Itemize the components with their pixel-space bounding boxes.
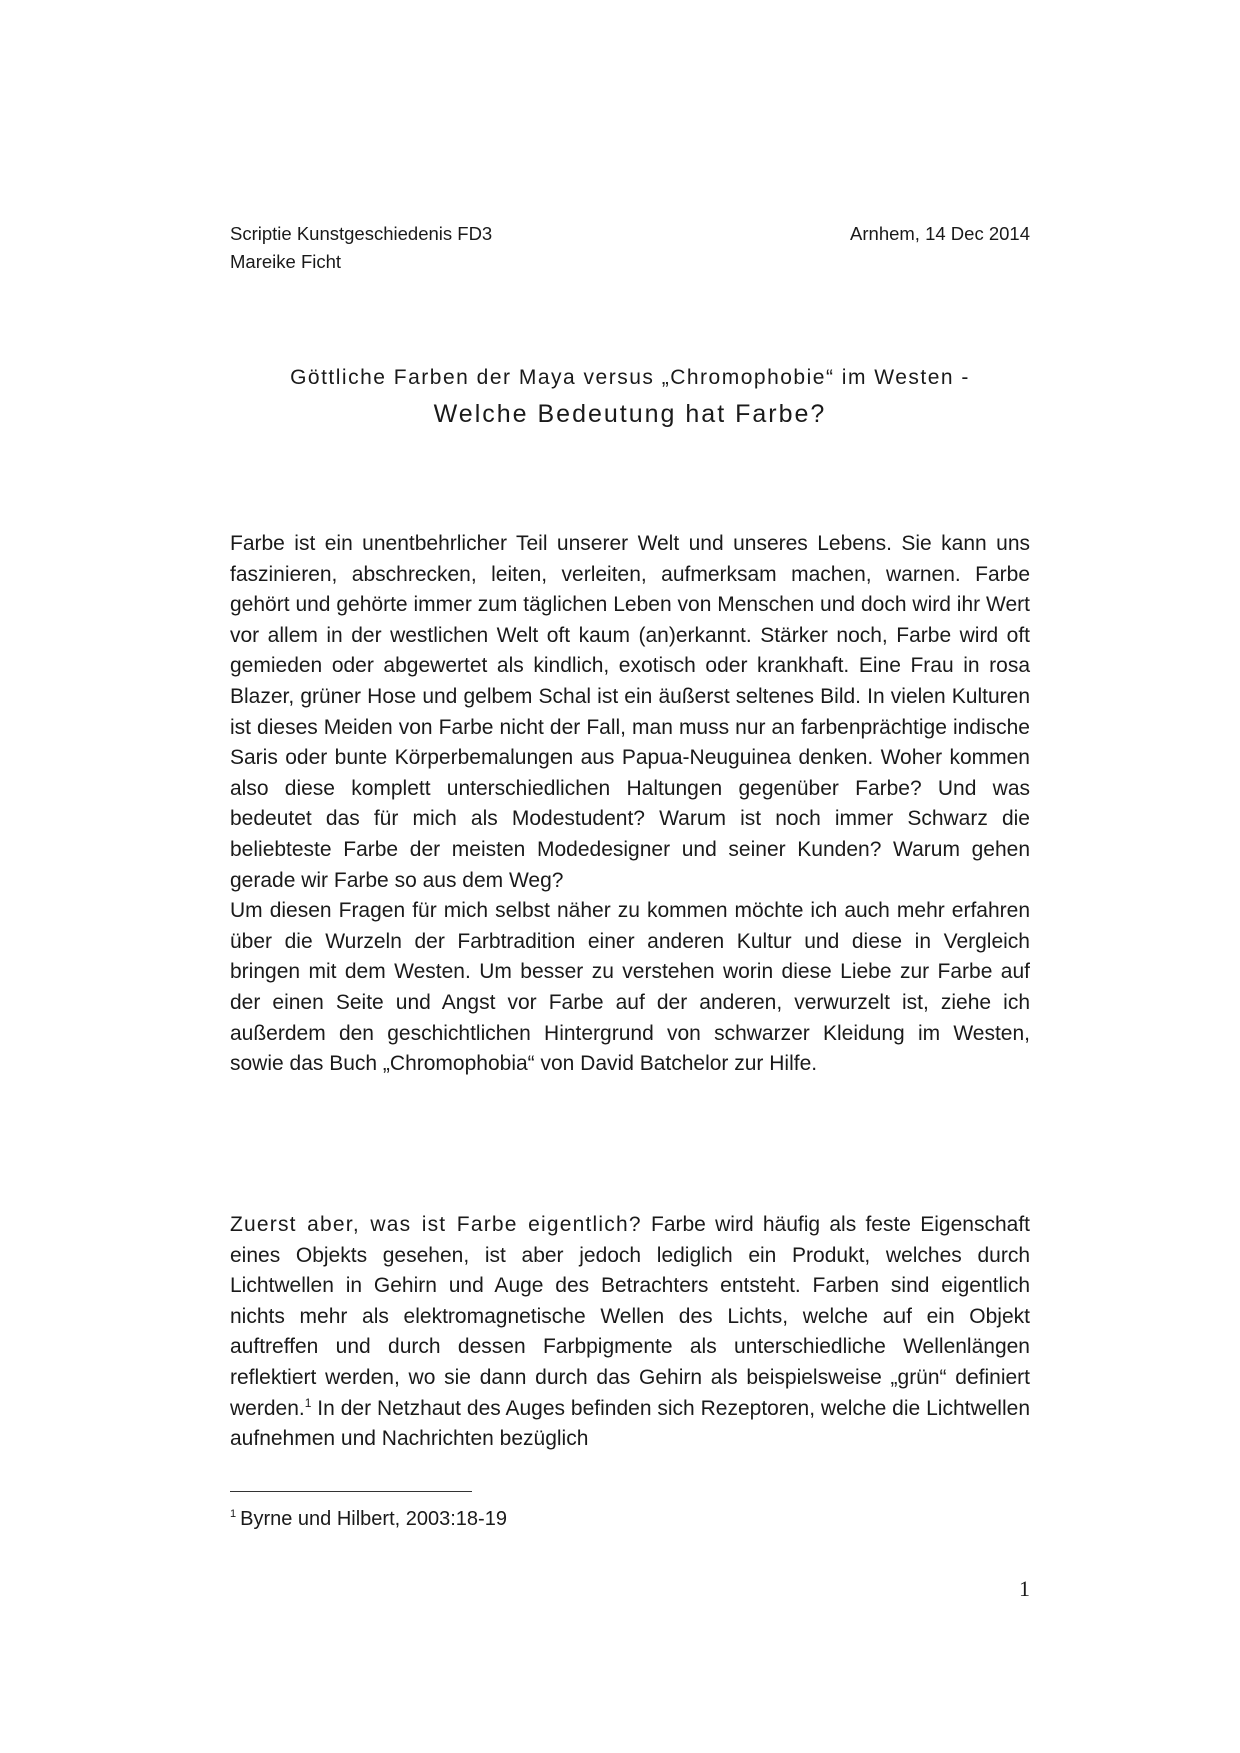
- footnote-number: 1: [230, 1508, 237, 1521]
- footnote: [230, 1505, 507, 1533]
- page-number: 1: [1019, 1576, 1030, 1601]
- course-title: Scriptie Kunstgeschiedenis FD3: [230, 223, 493, 244]
- header-right: [850, 220, 1030, 248]
- place-date: Arnhem, 14 Dec 2014: [850, 223, 1030, 244]
- paragraph-lead: Zuerst aber, was ist Farbe eigentlich?: [230, 1213, 642, 1236]
- color-definition-paragraph: [230, 1210, 1030, 1455]
- paragraph-text: Farbe wird häufig als feste Eigenschaft eines Objekts gesehen, ist aber jedoch lediglich ein Produkt, welches durch Lichtwellen in Gehirn und Auge des Betrachters entsteht. Farben sind eigentlich nichts mehr als elektromagnetische Wellen des Lichts, welche auf ein Objekt auftreffen und durch dessen Farbpigmente als unterschiedliche Wellenlängen reflektiert werden, wo sie dann durch das Gehirn als beispielsweise „grün“ definiert werden.: [230, 1213, 1030, 1420]
- intro-paragraph: [230, 529, 1030, 1080]
- intro-continuation: Um diesen Fragen für mich selbst näher zu kommen möchte ich auch mehr erfahren über die Wurzeln der Farbtradition einer anderen Kultur und diese in Vergleich bringen mit dem Westen. Um besser zu verstehen worin diese Liebe zur Farbe auf der einen Seite und Angst vor Farbe auf der anderen, verwurzelt ist, ziehe ich außerdem den geschichtlichen Hintergrund von schwarzer Kleidung im Westen, sowie das Buch „Chromophobia“ von David Batchelor zur Hilfe.: [230, 899, 1030, 1076]
- header-left: [230, 220, 492, 276]
- title-line-2: Welche Bedeutung hat Farbe?: [433, 400, 827, 428]
- intro-text: Farbe ist ein unentbehrlicher Teil unserer Welt und unseres Lebens. Sie kann uns faszinieren, abschrecken, leiten, verleiten, aufmerksam machen, warnen. Farbe gehört und gehörte immer zum täglichen Leben von Menschen und doch wird ihr Wert vor allem in der westlichen Welt oft kaum (an)erkannt. Stärker noch, Farbe wird oft gemieden oder abgewertet als kindlich, exotisch oder krankhaft. Eine Frau in rosa Blazer, grüner Hose und gelbem Schal ist ein äußerst seltenes Bild. In vielen Kulturen ist dieses Meiden von Farbe nicht der Fall, man muss nur an farbenprächtige indische Saris oder bunte Körperbemalungen aus Papua-Neuguinea denken. Woher kommen also diese komplett unterschiedlichen Haltungen gegenüber Farbe? Und was bedeutet das für mich als Modestudent? Warum ist noch immer Schwarz die beliebteste Farbe der meisten Modedesigner und seiner Kunden? Warum gehen gerade wir Farbe so aus dem Weg?: [230, 532, 1030, 892]
- paragraph-text-continued: In der Netzhaut des Auges befinden sich Rezeptoren, welche die Lichtwellen aufnehmen und Nachrichten bezüglich: [230, 1396, 1030, 1451]
- author-name: Mareike Ficht: [230, 251, 342, 272]
- footnote-divider: [230, 1491, 472, 1492]
- footnote-text: Byrne und Hilbert, 2003:18-19: [240, 1508, 507, 1530]
- document-title: [180, 363, 1080, 433]
- title-line-1: Göttliche Farben der Maya versus „Chromophobie“ im Westen -: [290, 366, 970, 389]
- footnote-reference[interactable]: 1: [304, 1395, 312, 1410]
